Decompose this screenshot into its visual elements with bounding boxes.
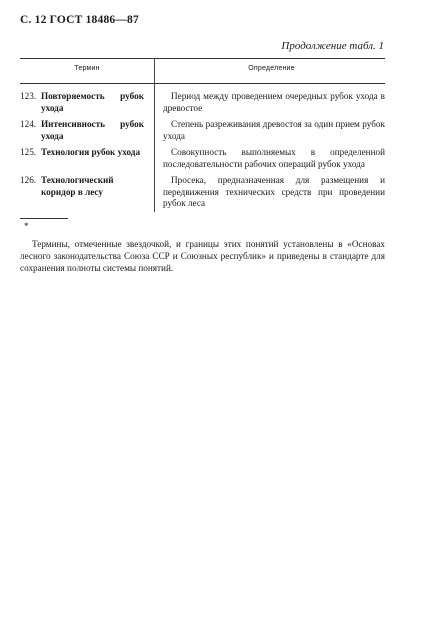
term-text: Технология рубок ухода — [41, 147, 141, 157]
term-text: Технологический коридор в лесу — [41, 175, 114, 197]
term-number: 124. — [20, 119, 37, 129]
table-row — [20, 175, 385, 210]
page-header: С. 12 ГОСТ 18486—87 — [20, 14, 139, 26]
term-number: 123. — [20, 91, 37, 101]
terms-table — [20, 58, 385, 215]
table-row — [20, 119, 385, 142]
term-text: Интенсивность рубок ухода — [41, 119, 144, 141]
term-text: Повторяемость рубок ухода — [41, 91, 144, 113]
term-number: 125. — [20, 147, 37, 157]
term-cell — [20, 175, 144, 210]
term-number: 126. — [20, 175, 37, 185]
term-cell — [20, 147, 144, 170]
definition-cell: Просека, предназначенная для размещения и передвижения технических средств при проведении рубок леса — [163, 175, 385, 208]
table-row — [20, 91, 385, 114]
definition-cell: Степень разреживания древостоя за один прием рубок ухода — [163, 119, 385, 141]
table-header — [20, 58, 385, 84]
column-header-definition: Определение — [248, 65, 295, 72]
table-body — [20, 84, 385, 210]
definition-cell: Совокупность выполняемых в определенной последовательности рабочих операций рубок ухода — [163, 147, 385, 169]
footnote-text: Термины, отмеченные звездочкой, и границы этих понятий установлены в «Основах лесного законодательства Союза ССР и Союзных республик» и приведены в стандарте для сохранения полноты системы понятий. — [20, 239, 385, 273]
footnote-rule — [20, 218, 68, 219]
table-row — [20, 147, 385, 170]
table-continuation-label: Продолжение табл. 1 — [281, 40, 384, 52]
footnote-mark: * — [24, 221, 29, 231]
definition-cell: Период между проведением очередных рубок ухода в древостое — [163, 91, 385, 113]
term-cell — [20, 119, 144, 142]
term-cell — [20, 91, 144, 114]
column-header-term: Термин — [74, 65, 100, 72]
